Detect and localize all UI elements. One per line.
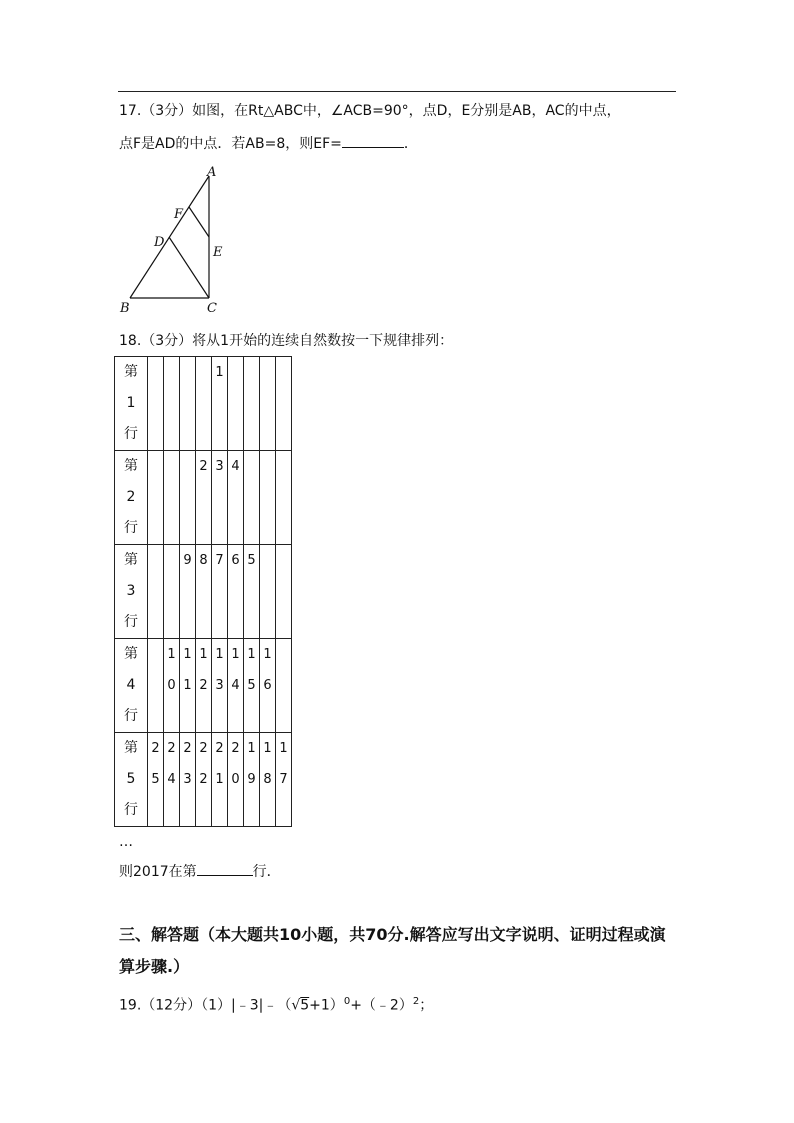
row-label-char: 行 xyxy=(124,426,138,442)
cell-digit: 8 xyxy=(263,772,272,787)
row-label-char: 行 xyxy=(124,708,138,724)
row-label xyxy=(115,451,148,545)
section3-heading-line1: 三、解答题（本大题共10小题，共70分.解答应写出文字说明、证明过程或演 xyxy=(119,925,666,944)
table-cell xyxy=(180,545,196,639)
section3-heading-line2: 算步骤.） xyxy=(119,957,190,976)
cell-digit: 7 xyxy=(215,553,224,568)
cell-digit: 4 xyxy=(231,678,240,693)
table-cell xyxy=(148,733,164,827)
q19-mid: +（﹣2） xyxy=(350,997,413,1014)
cell-digit: 9 xyxy=(183,553,192,568)
table-cell xyxy=(228,451,244,545)
q19-end: ； xyxy=(419,997,434,1014)
cell-digit: 1 xyxy=(279,741,288,756)
cell-digit: 1 xyxy=(167,647,176,662)
cell-digit: 1 xyxy=(231,647,240,662)
triangle-figure xyxy=(112,163,232,318)
label-F: F xyxy=(174,207,184,222)
table-cell xyxy=(260,357,276,451)
label-C: C xyxy=(207,301,217,316)
label-B: B xyxy=(120,301,130,316)
cell-digit: 1 xyxy=(247,647,256,662)
q18-question-text: 则2017在第 xyxy=(119,864,197,880)
table-cell xyxy=(164,733,180,827)
cell-digit: 1 xyxy=(215,365,224,380)
table-cell xyxy=(244,545,260,639)
table-cell xyxy=(148,357,164,451)
table-cell xyxy=(260,545,276,639)
row-label-char: 第 xyxy=(124,552,138,568)
q19-line xyxy=(119,992,433,1016)
ellipsis: … xyxy=(119,834,133,850)
q18-question-end: 行． xyxy=(252,864,281,880)
table-cell xyxy=(164,357,180,451)
table-cell xyxy=(244,733,260,827)
cell-digit: 1 xyxy=(247,741,256,756)
row-label-char: 第 xyxy=(124,740,138,756)
sqrt-radicand: 5 xyxy=(300,997,310,1014)
table-cell xyxy=(148,451,164,545)
table-row xyxy=(115,639,292,733)
cell-digit: 0 xyxy=(167,678,176,693)
table-cell xyxy=(148,545,164,639)
label-A: A xyxy=(207,165,217,180)
table-cell xyxy=(244,451,260,545)
label-D: D xyxy=(154,235,165,250)
label-E: E xyxy=(213,245,223,260)
table-cell xyxy=(212,357,228,451)
q17-line2-text: 点F是AD的中点．若AB=8，则EF= xyxy=(119,136,342,152)
cell-digit: 3 xyxy=(215,459,224,474)
table-cell xyxy=(196,357,212,451)
top-divider xyxy=(118,91,676,92)
table-cell xyxy=(180,357,196,451)
cell-digit: 5 xyxy=(151,772,160,787)
row-label-char: 行 xyxy=(124,614,138,630)
cell-digit: 8 xyxy=(199,553,208,568)
q17-line2-end: ． xyxy=(403,136,418,152)
row-label-char: 5 xyxy=(126,771,136,787)
q19-after-sqrt: +1） xyxy=(309,997,344,1014)
row-label-char: 第 xyxy=(124,364,138,380)
table-cell xyxy=(276,639,292,733)
row-label-char: 行 xyxy=(124,520,138,536)
table-row xyxy=(115,357,292,451)
table-cell xyxy=(196,639,212,733)
cell-digit: 1 xyxy=(215,772,224,787)
cell-digit: 2 xyxy=(199,459,208,474)
cell-digit: 2 xyxy=(151,741,160,756)
cell-digit: 5 xyxy=(247,678,256,693)
cell-digit: 2 xyxy=(183,741,192,756)
q18-answer-blank xyxy=(197,861,253,876)
cell-digit: 1 xyxy=(263,647,272,662)
table-row xyxy=(115,451,292,545)
q18-intro: 18.（3分）将从1开始的连续自然数按一下规律排列： xyxy=(119,333,454,349)
table-cell xyxy=(164,545,180,639)
cell-digit: 2 xyxy=(231,741,240,756)
cell-digit: 6 xyxy=(263,678,272,693)
cell-digit: 2 xyxy=(215,741,224,756)
cell-digit: 1 xyxy=(263,741,272,756)
cell-digit: 0 xyxy=(231,772,240,787)
table-cell xyxy=(228,639,244,733)
row-label-char: 第 xyxy=(124,458,138,474)
segment-FE xyxy=(189,207,209,237)
cell-digit: 7 xyxy=(279,772,288,787)
table-cell xyxy=(180,639,196,733)
cell-digit: 2 xyxy=(199,741,208,756)
table-cell xyxy=(180,451,196,545)
q18-question xyxy=(119,861,281,882)
cell-digit: 2 xyxy=(199,772,208,787)
table-cell xyxy=(180,733,196,827)
row-label-char: 4 xyxy=(126,677,136,693)
table-cell xyxy=(260,639,276,733)
row-label xyxy=(115,357,148,451)
table-row xyxy=(115,545,292,639)
table-cell xyxy=(196,451,212,545)
row-label xyxy=(115,639,148,733)
row-label xyxy=(115,545,148,639)
table-cell xyxy=(228,545,244,639)
row-label-char: 第 xyxy=(124,646,138,662)
table-cell xyxy=(164,639,180,733)
number-arrangement-table xyxy=(114,356,292,827)
table-cell xyxy=(212,733,228,827)
cell-digit: 2 xyxy=(167,741,176,756)
sqrt-sign: √ xyxy=(291,997,301,1014)
table-cell xyxy=(276,451,292,545)
table-cell xyxy=(276,733,292,827)
table-cell xyxy=(228,733,244,827)
table-cell xyxy=(244,639,260,733)
exponent-two: 2 xyxy=(412,996,420,1007)
cell-digit: 6 xyxy=(231,553,240,568)
q17-line1: 17.（3分）如图，在Rt△ABC中，∠ACB=90°，点D，E分别是AB，AC的中点， xyxy=(119,103,621,119)
q19-prefix: 19.（12分）（1）|﹣3|﹣（ xyxy=(119,997,292,1014)
table-cell xyxy=(212,545,228,639)
q17-answer-blank xyxy=(342,133,404,148)
table-cell xyxy=(228,357,244,451)
row-label-char: 3 xyxy=(126,583,136,599)
cell-digit: 9 xyxy=(247,772,256,787)
row-label-char: 1 xyxy=(126,395,136,411)
cell-digit: 1 xyxy=(199,647,208,662)
table-cell xyxy=(212,451,228,545)
table-cell xyxy=(164,451,180,545)
segment-DC xyxy=(169,237,209,298)
table-cell xyxy=(260,733,276,827)
cell-digit: 1 xyxy=(183,678,192,693)
row-label xyxy=(115,733,148,827)
table-cell xyxy=(260,451,276,545)
cell-digit: 4 xyxy=(231,459,240,474)
table-cell xyxy=(212,639,228,733)
row-label-char: 行 xyxy=(124,802,138,818)
table-cell xyxy=(196,733,212,827)
cell-digit: 5 xyxy=(247,553,256,568)
table-cell xyxy=(276,545,292,639)
row-label-char: 2 xyxy=(126,489,136,505)
cell-digit: 1 xyxy=(183,647,192,662)
q17-line2 xyxy=(119,133,418,154)
cell-digit: 3 xyxy=(183,772,192,787)
cell-digit: 3 xyxy=(215,678,224,693)
table-cell xyxy=(276,357,292,451)
table-cell xyxy=(148,639,164,733)
table-cell xyxy=(244,357,260,451)
cell-digit: 1 xyxy=(215,647,224,662)
cell-digit: 2 xyxy=(199,678,208,693)
table-cell xyxy=(196,545,212,639)
cell-digit: 4 xyxy=(167,772,176,787)
table-row xyxy=(115,733,292,827)
exponent-zero: 0 xyxy=(343,996,351,1007)
